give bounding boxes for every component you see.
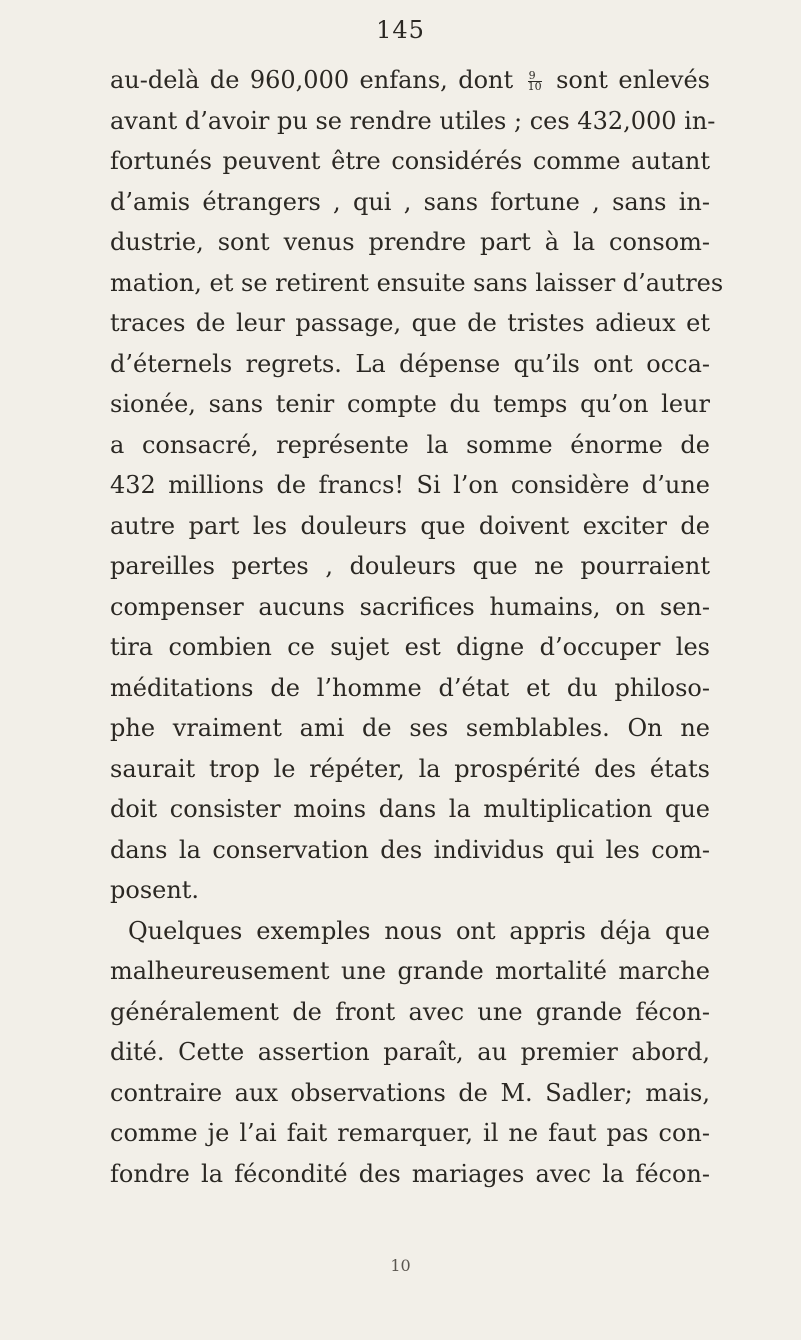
page-number: 145 <box>376 16 425 44</box>
text-line: méditations de l’homme d’état et du philoso- <box>110 673 710 702</box>
text-line: comme je l’ai fait remarquer, il ne faut pas con- <box>110 1119 710 1147</box>
text-line: contraire aux observations de M. Sadler; mais, <box>110 1078 710 1107</box>
text-line: fondre la fécondité des mariages avec la fécon- <box>110 1159 710 1188</box>
text-line: tira combien ce sujet est digne d’occuper les <box>110 633 710 661</box>
text-line: autre part les douleurs que doivent exciter de <box>110 511 710 540</box>
text-line-part: sont enlevés <box>556 66 711 94</box>
text-line: doit consister moins dans la multiplication que <box>110 795 710 823</box>
fraction-numerator: 9 <box>528 71 542 82</box>
text-line: d’éternels regrets. La dépense qu’ils ont occa- <box>110 349 710 378</box>
text-line: dité. Cette assertion paraît, au premier abord, <box>110 1038 710 1066</box>
text-line: posent. <box>110 876 200 904</box>
text-line: avant d’avoir pu se rendre utiles ; ces 432,000 in- <box>110 106 716 135</box>
text-line: pareilles pertes , douleurs que ne pourraient <box>110 552 710 580</box>
text-line: généralement de front avec une grande fécon- <box>110 997 710 1026</box>
text-line: traces de leur passage, que de tristes adieux et <box>110 309 710 337</box>
printer-signature-mark: 10 <box>390 1256 411 1275</box>
text-line: dustrie, sont venus prendre part à la consom- <box>110 228 710 256</box>
text-line-part: au-delà de 960,000 enfans, dont <box>110 66 514 94</box>
body-text <box>110 60 724 1194</box>
text-line: dans la conservation des individus qui les com- <box>110 835 710 864</box>
text-line: a consacré, représente la somme énorme de <box>110 430 710 459</box>
text-line: fortunés peuvent être considérés comme autant <box>110 147 710 175</box>
text-line: malheureusement une grande mortalité marche <box>110 957 710 985</box>
text-line: saurait trop le répéter, la prospérité des états <box>110 754 710 783</box>
fraction <box>528 71 542 92</box>
text-line: phe vraiment ami de ses semblables. On ne <box>110 714 710 742</box>
text-line <box>110 60 710 101</box>
text-line: mation, et se retirent ensuite sans laisser d’autres <box>110 268 724 297</box>
fraction-denominator: 10 <box>527 80 542 93</box>
text-line: d’amis étrangers , qui , sans fortune , sans in- <box>110 187 710 216</box>
text-line: 432 millions de francs! Si l’on considère d’une <box>110 471 710 499</box>
text-line: compenser aucuns sacrifices humains, on sen- <box>110 592 710 621</box>
text-line: Quelques exemples nous ont appris déja que <box>128 916 710 945</box>
text-line: sionée, sans tenir compte du temps qu’on leur <box>110 390 710 418</box>
